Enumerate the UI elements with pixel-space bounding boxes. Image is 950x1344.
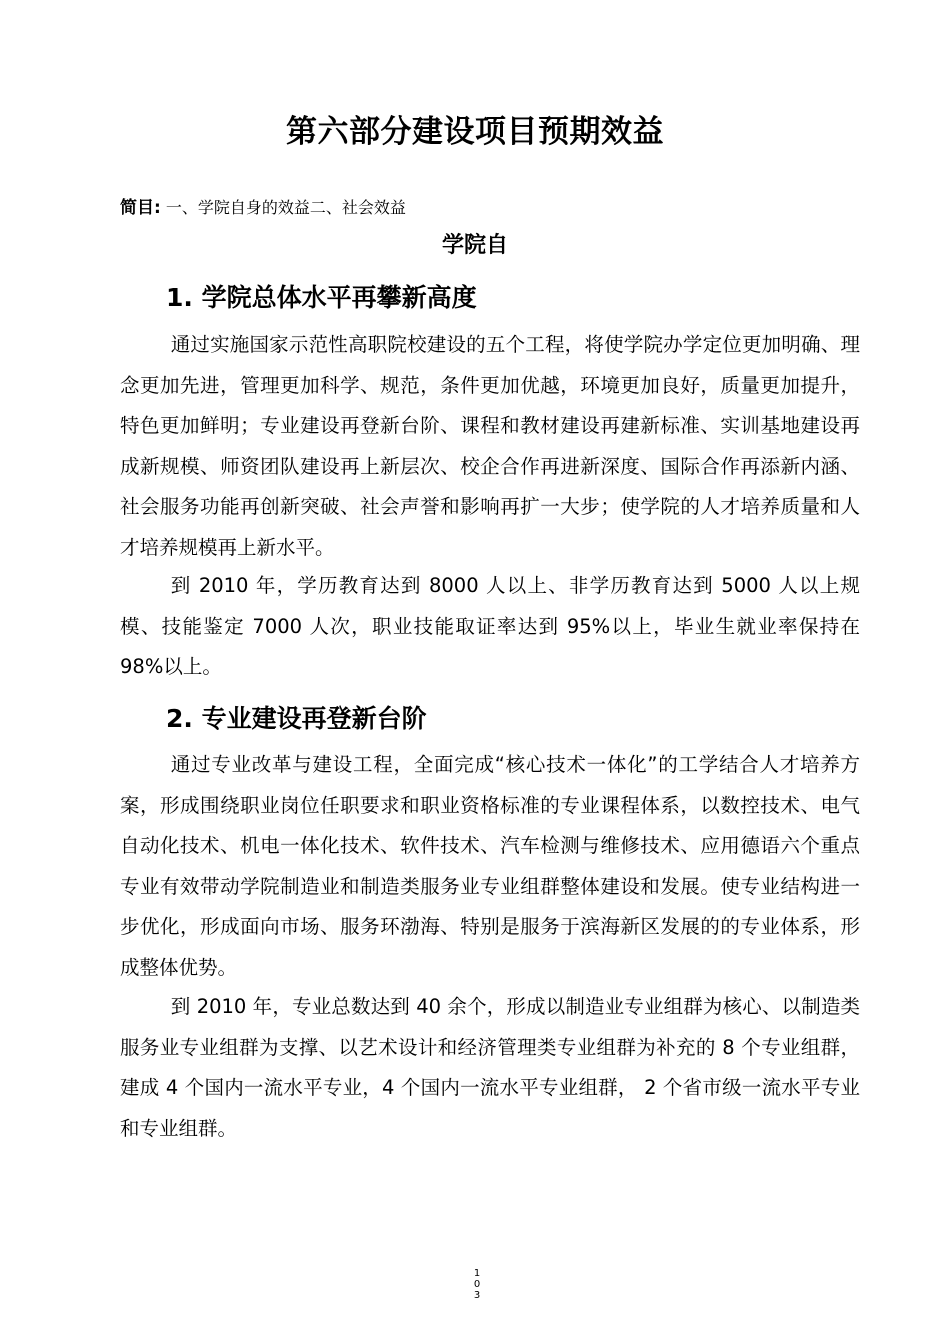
paragraph-2-2: 到 2010 年，专业总数达到 40 余个，形成以制造业专业组群为核心、以制造类服务业专业组群为支撑、以艺术设计和经济管理类专业组群为补充的 8 个专业组群，建成 4 个国内一流水平专业，4 个国内一流水平专业组群， 2 个省市级一流水平专业和专业组群。: [120, 995, 860, 1140]
section-heading-2: 2. 专业建设再登新台阶: [166, 704, 427, 733]
summary-line: [120, 193, 406, 218]
paragraph-1-2: 到 2010 年，学历教育达到 8000 人以上、非学历教育达到 5000 人以上规模、技能鉴定 7000 人次，职业技能取证率达到 95%以上，毕业生就业率保持在 98%以上。: [120, 574, 860, 678]
paragraph-2-1: 通过专业改革与建设工程，全面完成“核心技术一体化”的工学结合人才培养方案，形成围绕职业岗位任职要求和职业资格标准的专业课程体系，以数控技术、电气自动化技术、机电一体化技术、软件技术、汽车检测与维修技术、应用德语六个重点专业有效带动学院制造业和制造类服务业专业组群整体建设和发展。使专业结构进一步优化，形成面向市场、服务环渤海、特别是服务于滨海新区发展的的专业体系，形成整体优势。: [120, 753, 860, 979]
page-number: [471, 1268, 483, 1301]
summary-label: 简目: [120, 198, 154, 218]
page-number-digit: 1: [473, 1268, 481, 1279]
page-title: 第六部分建设项目预期效益: [286, 114, 664, 150]
summary-colon: :: [154, 198, 161, 218]
section-title: 学院自: [441, 233, 508, 258]
summary-text: 一、学院自身的效益二、社会效益: [160, 198, 406, 217]
section-heading-1: 1. 学院总体水平再攀新高度: [166, 283, 477, 312]
page-number-digit: 0: [473, 1279, 481, 1290]
paragraph-1-1: 通过实施国家示范性高职院校建设的五个工程，将使学院办学定位更加明确、理念更加先进，管理更加科学、规范，条件更加优越，环境更加良好，质量更加提升，特色更加鲜明；专业建设再登新台阶、课程和教材建设再建新标准、实训基地建设再成新规模、师资团队建设再上新层次、校企合作再进新深度、国际合作再添新内涵、社会服务功能再创新突破、社会声誉和影响再扩一大步；使学院的人才培养质量和人才培养规模再上新水平。: [120, 333, 860, 559]
page-number-digit: 3: [473, 1290, 481, 1301]
